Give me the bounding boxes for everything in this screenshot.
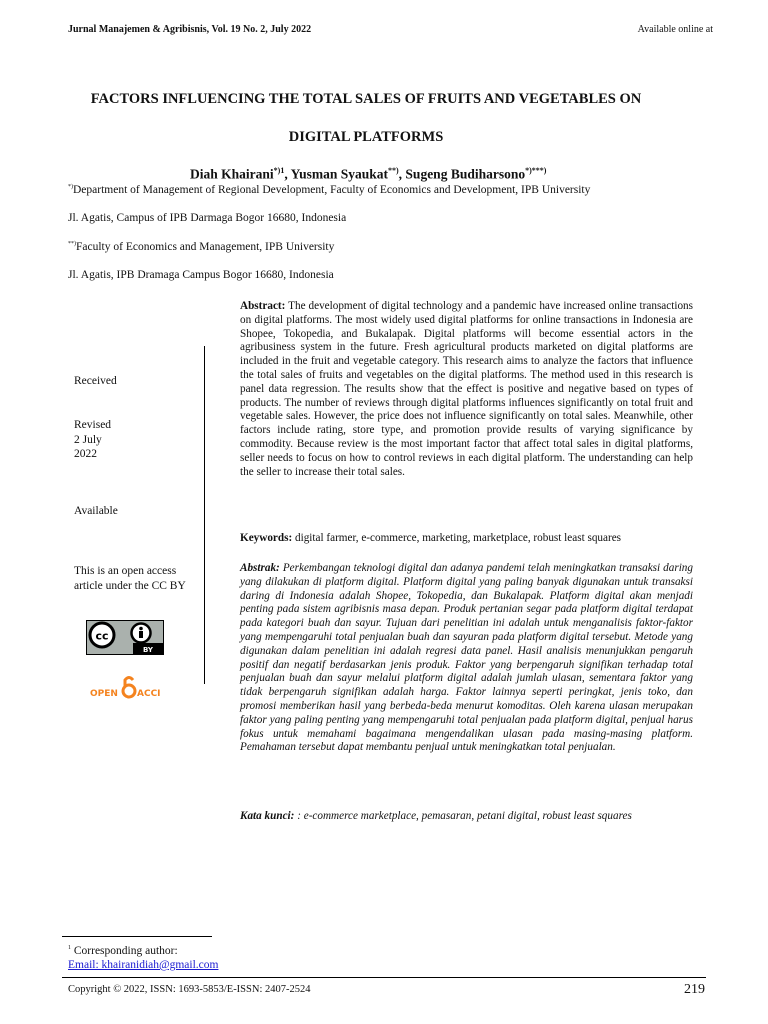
page-number: 219 (684, 982, 705, 997)
author-3: , Sugeng Budiharsono (398, 166, 526, 182)
received-label: Received (74, 375, 117, 387)
open-access-label-2: ACCI (137, 689, 161, 699)
revised-label: Revised (74, 419, 112, 431)
keywords-text: digital farmer, e-commerce, marketing, marketplace, robust least squares (295, 532, 622, 544)
author-2: , Yusman Syaukat (284, 166, 388, 182)
revised-year: 2022 (74, 448, 97, 460)
abstract-label: Abstract: (240, 300, 286, 312)
abstrak-text: Perkembangan teknologi digital dan adanya pandemi telah meningkatkan transaksi daring yang dilakukan di platform digital. Platform digital yang paling banyak digunakan untuk transaksi daring di Indonesia adalah Shopee, Tokopedia, dan Bukalapak. Platform digital akan menjadi penting pada sistem agribisnis masa depan. Produk pertanian segar pada platform digital terdapat pada kategori buah dan sayur. Tujuan dari penelitian ini adalah untuk menganalisis faktor-faktor yang mempengaruhi total penjualan buah dan sayuran pada platform digital tersebut. Metode yang digunakan dalam penelitian ini adalah regresi data panel. Hasil analisis menunjukkan pengaruh positif dan negatif berdasarkan jenis produk. Faktor yang berpengaruh signifikan terhadap total penjualan buah dan sayur melalui platform digital adalah jumlah ulasan, sementara faktor yang tidak berpengaruh signifikan adalah harga. Faktor lainnya seperti peringkat, jenis toko, dan promosi memberikan hasil yang berbeda-beda menurut komoditas. Oleh karena ulasan merupakan faktor yang paling penting yang mempengaruhi total penjualan pada platform digital, penjual harus fokus untuk memahami bagaimana mengendalikan ulasan pada masing-masing platform. Pemahaman tersebut dapat membantu penjual untuk meningkatkan total penjualan. (240, 562, 693, 754)
author-2-mark: **) (388, 166, 399, 175)
abstract (240, 300, 693, 479)
cc-by-icon (87, 621, 163, 654)
available-label: Available (74, 505, 118, 517)
footnote-rule (62, 936, 212, 937)
open-access-label: OPEN (90, 689, 118, 699)
kata-kunci-text: : e-commerce marketplace, pemasaran, petani digital, robust least squares (297, 810, 632, 822)
open-access-icon (90, 676, 166, 700)
title-line-1: FACTORS INFLUENCING THE TOTAL SALES OF FRUITS AND VEGETABLES ON (90, 91, 642, 107)
author-3-mark: *)***) (525, 166, 547, 175)
affiliation-2 (68, 241, 334, 253)
journal-header: Jurnal Manajemen & Agribisnis, Vol. 19 No. 2, July 2022 (68, 24, 312, 35)
kata-kunci (240, 810, 693, 824)
author-1: Diah Khairani (190, 166, 274, 182)
paper-title (40, 80, 692, 156)
revised-day: 2 July (74, 434, 102, 446)
cc-by-text: BY (142, 646, 154, 654)
footer-rule (62, 977, 706, 978)
sidebar-divider (204, 346, 205, 684)
footnote-mark: 1 (68, 945, 71, 952)
kata-kunci-label: Kata kunci: (240, 810, 295, 822)
keywords (240, 532, 693, 546)
author-1-mark: *)1 (273, 166, 285, 175)
open-access-note-1: This is an open access (74, 565, 177, 577)
keywords-label: Keywords: (240, 532, 293, 544)
abstrak-label: Abstrak: (240, 562, 280, 574)
affiliation-1-text: Department of Management of Regional Development, Faculty of Economics and Development, IPB University (73, 184, 591, 196)
abstract-text: The development of digital technology and a pandemic have increased online transactions on digital platforms. The most widely used digital platforms for online transactions in Indonesia are Shopee, Tokopedia, and Bukalapak. Digital platforms will become essential actors in the agribusiness system in the future. Fresh agricultural products marketed on digital platforms are included in the fruit and vegetable category. This research aims to analyze the factors that influence the total sales of fruits and vegetables on the digital platforms. The method used in this research is panel data regression. The results show that the effect is positive and negative based on types of products. The number of reviews through digital platforms influences significantly on total fruit and vegetable sales. However, the price does not influence significantly on total sales. Meanwhile, other factors include rating, store type, and promotion provide results of varying significance by commodity. Because review is the most important factor that affect total sales in digital platforms, seller needs to focus on how to control reviews in each digital platform. The understanding can help the seller to increase their total sales. (240, 300, 693, 478)
footnote-corresponding (68, 945, 178, 957)
footer-copyright: Copyright © 2022, ISSN: 1693-5853/E-ISSN: 2407-2524 (68, 984, 311, 995)
title-line-2: DIGITAL PLATFORMS (288, 129, 444, 145)
abstrak (240, 562, 693, 755)
email-link[interactable]: Email: khairanidiah@gmail.com (68, 959, 219, 971)
author-list (190, 166, 546, 183)
affiliation-1-mark: *) (68, 184, 73, 191)
affiliation-2-mark: **) (68, 241, 76, 248)
affiliation-2-address: Jl. Agatis, IPB Dramaga Campus Bogor 16680, Indonesia (68, 269, 334, 281)
open-access-logo (90, 676, 166, 705)
available-online-label: Available online at (637, 24, 713, 35)
corresponding-label: Corresponding author: (73, 945, 178, 957)
svg-text:cc: cc (95, 629, 109, 643)
open-access-note-2: article under the CC BY (74, 580, 186, 592)
affiliation-2-text: Faculty of Economics and Management, IPB University (76, 241, 335, 253)
footnote-email (68, 959, 218, 971)
affiliation-1 (68, 184, 590, 196)
cc-by-badge[interactable] (86, 620, 164, 655)
affiliation-1-address: Jl. Agatis, Campus of IPB Darmaga Bogor 16680, Indonesia (68, 212, 347, 224)
